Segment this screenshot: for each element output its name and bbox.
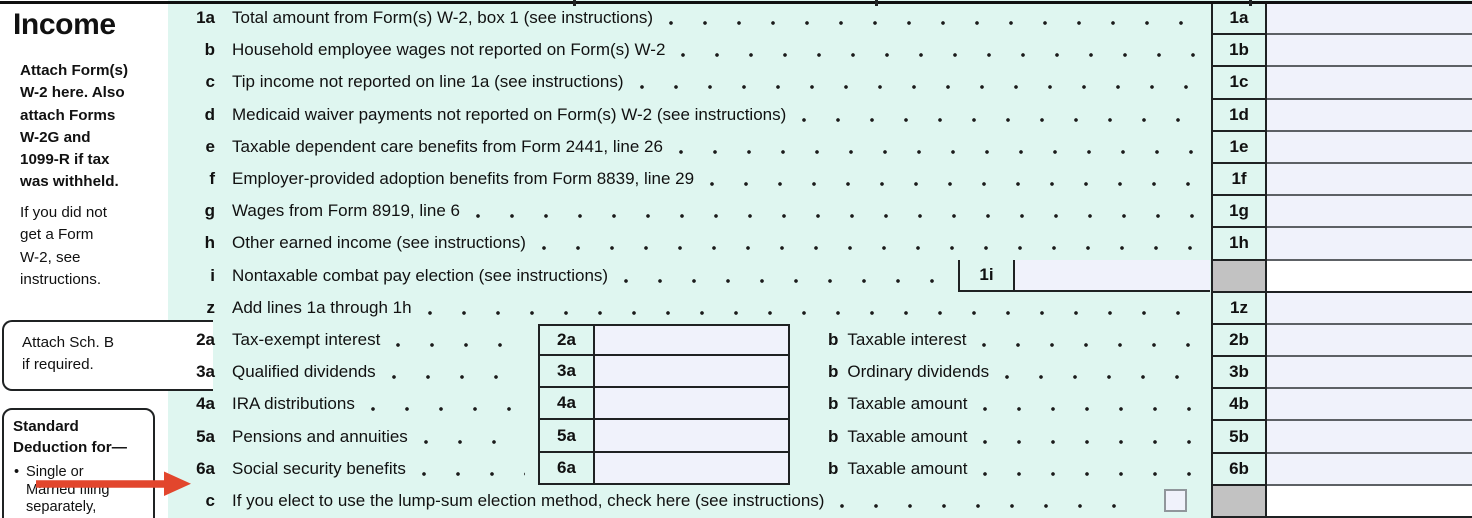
sub-line-letter: b: [828, 362, 839, 382]
line-ref-cell: 1z: [1213, 293, 1265, 325]
amount-box-1g[interactable]: [1267, 196, 1472, 228]
line-number: c: [205, 72, 215, 92]
dot-leader: [424, 440, 525, 444]
line-number: g: [204, 201, 215, 221]
sub-line-text: Taxable interest: [847, 329, 967, 349]
line-ref-cell: 1d: [1213, 100, 1265, 132]
entry-box-3a: [538, 356, 790, 388]
line-text: Employer-provided adoption benefits from Form 8839, line 29: [232, 169, 695, 189]
line-ref-cell: 6b: [1213, 454, 1265, 486]
line-ref-cell: 4b: [1213, 389, 1265, 421]
dot-leader: [371, 407, 525, 411]
bullet-line: Single or: [26, 464, 84, 480]
border-remnant-tick: [875, 0, 878, 6]
sub-line-text: Ordinary dividends: [847, 362, 990, 382]
dot-leader: [422, 472, 525, 476]
dot-leader: [624, 279, 945, 283]
line-number: 6a: [196, 458, 215, 478]
dot-leader: [983, 440, 1195, 444]
border-remnant-tick: [1249, 0, 1252, 6]
attach-w2-note: [20, 60, 170, 194]
line-ref-cell: 1a: [1213, 3, 1265, 35]
line-content: [215, 427, 538, 447]
entry-field-5a[interactable]: [595, 420, 788, 450]
section-title: Income: [13, 8, 116, 41]
line-ref-cell-disabled: [1213, 261, 1265, 293]
line-content-b: [790, 394, 1208, 414]
amount-box-6b[interactable]: [1267, 454, 1472, 486]
note-line: get a Form: [20, 226, 94, 244]
amount-column: [1267, 3, 1472, 518]
amount-box-3b[interactable]: [1267, 357, 1472, 389]
line-text: IRA distributions: [232, 394, 355, 414]
line-content: [215, 459, 538, 479]
red-pointer-arrow-icon: [30, 468, 195, 498]
line-ref-4a: 4a: [540, 388, 595, 418]
line-content-b: [790, 330, 1208, 350]
sub-line-letter: b: [828, 426, 839, 446]
standard-deduction-callout: [2, 408, 155, 518]
line-ref-cell: 3b: [1213, 357, 1265, 389]
entry-box-2a: [538, 324, 790, 356]
line-text: Wages from Form 8919, line 6: [232, 201, 461, 221]
note-line: If you did not: [20, 204, 107, 221]
callout-title-line: Standard: [13, 418, 79, 435]
line-content-b: [790, 362, 1208, 382]
sub-line-letter: b: [828, 329, 839, 349]
line-ref-cell: 5b: [1213, 421, 1265, 453]
line-content-b: [790, 427, 1208, 447]
line-number: 2a: [196, 329, 215, 349]
line-number: e: [205, 136, 215, 156]
dot-leader: [396, 343, 525, 347]
line-ref-cell: 1f: [1213, 164, 1265, 196]
amount-area-disabled: [1267, 261, 1472, 293]
line-content: [215, 266, 958, 286]
callout-title-line: Deduction for—: [13, 438, 127, 456]
entry-box-4a: [538, 388, 790, 420]
line-text: Social security benefits: [232, 458, 406, 478]
bullet-icon: •: [14, 464, 20, 480]
line-number: 1a: [196, 8, 215, 28]
line-text: Medicaid waiver payments not reported on Form(s) W-2 (see instructions): [232, 104, 787, 124]
line-text: Qualified dividends: [232, 362, 376, 382]
line-ref-cell-disabled: [1213, 486, 1265, 518]
line-ref-2a: 2a: [540, 326, 595, 354]
sub-line-text: Taxable amount: [847, 458, 968, 478]
amount-box-1h[interactable]: [1267, 228, 1472, 260]
entry-field-1i[interactable]: [1015, 260, 1210, 290]
line-number: f: [209, 169, 215, 189]
amount-box-1c[interactable]: [1267, 67, 1472, 99]
dot-leader: [640, 85, 1195, 89]
dot-leader: [476, 214, 1195, 218]
line-text: Add lines 1a through 1h: [232, 297, 412, 317]
line-text: If you elect to use the lump-sum election method, check here (see instructions): [232, 490, 825, 510]
line-ref-cell: 1h: [1213, 228, 1265, 260]
dot-leader: [802, 118, 1195, 122]
line-number: h: [204, 233, 215, 253]
dot-leader: [982, 343, 1195, 347]
dot-leader: [542, 246, 1195, 250]
callout-line: Attach Sch. B: [22, 334, 115, 351]
line-ref-3a: 3a: [540, 356, 595, 386]
amount-box-2b[interactable]: [1267, 325, 1472, 357]
line-number: z: [206, 297, 215, 317]
callout-line: if required.: [22, 356, 94, 374]
line-content: [215, 201, 1208, 221]
line-content: [215, 491, 1152, 511]
dot-leader: [1005, 375, 1195, 379]
line-text: Nontaxable combat pay election (see instructions): [232, 265, 609, 285]
amount-box-1f[interactable]: [1267, 164, 1472, 196]
line-text: Other earned income (see instructions): [232, 233, 526, 253]
line-reference-column: [1211, 3, 1267, 518]
line-content: [215, 8, 1208, 28]
line-content-b: [790, 459, 1208, 479]
dot-leader: [679, 150, 1195, 154]
note-line: 1099-R if tax: [20, 151, 110, 169]
line-number: i: [210, 265, 215, 285]
line-ref-5a: 5a: [540, 420, 595, 450]
dot-leader: [983, 472, 1195, 476]
note-line: attach Forms: [20, 106, 116, 124]
line-ref-cell: 2b: [1213, 325, 1265, 357]
line-number: b: [204, 40, 215, 60]
sub-line-text: Taxable amount: [847, 426, 968, 446]
entry-field-4a[interactable]: [595, 388, 788, 418]
note-line: was withheld.: [20, 173, 119, 191]
amount-box-5b[interactable]: [1267, 421, 1472, 453]
line-content: [215, 394, 538, 414]
bullet-line: separately,: [26, 499, 97, 515]
line-content: [215, 137, 1208, 157]
line-number: 3a: [196, 362, 215, 382]
amount-box-4b[interactable]: [1267, 389, 1472, 421]
no-w2-note: [20, 202, 170, 291]
line-ref-6a: 6a: [540, 453, 595, 483]
amount-area-disabled: [1267, 486, 1472, 518]
line-number: 4a: [196, 394, 215, 414]
line-ref-1i: 1i: [960, 260, 1015, 290]
note-line: W-2 here. Also: [20, 84, 125, 102]
line-content: [215, 105, 1208, 125]
amount-box-1e[interactable]: [1267, 132, 1472, 164]
line-text: Pensions and annuities: [232, 426, 408, 446]
line-content: [215, 298, 1208, 318]
line-ref-cell: 1b: [1213, 35, 1265, 67]
sub-line-letter: b: [828, 458, 839, 478]
entry-box-6a: [538, 453, 790, 485]
line-text: Taxable dependent care benefits from Form 2441, line 26: [232, 136, 663, 156]
line-ref-cell: 1c: [1213, 67, 1265, 99]
line-text: Household employee wages not reported on Form(s) W-2: [232, 40, 666, 60]
amount-box-1z[interactable]: [1267, 293, 1472, 325]
sub-line-text: Taxable amount: [847, 394, 968, 414]
line-number: d: [204, 104, 215, 124]
bullet-line: Married filing: [26, 481, 110, 498]
entry-field-6a[interactable]: [595, 453, 788, 483]
entry-field-2a[interactable]: [595, 326, 788, 354]
line-content: [215, 72, 1208, 92]
callout-title: [13, 417, 153, 458]
line-content: [215, 169, 1208, 189]
combat-pay-entry-box: [958, 260, 1210, 292]
dot-leader: [710, 182, 1195, 186]
amount-box-1b[interactable]: [1267, 35, 1472, 67]
note-line: Attach Form(s): [20, 62, 129, 79]
line-content: [215, 362, 538, 382]
line-content: [215, 233, 1208, 253]
line-text: Tax-exempt interest: [232, 329, 381, 349]
entry-box-5a: [538, 420, 790, 452]
dot-leader: [983, 407, 1195, 411]
dot-leader: [428, 311, 1195, 315]
line-content: [215, 40, 1208, 60]
line-number: 5a: [196, 426, 215, 446]
dot-leader: [669, 21, 1195, 25]
border-remnant-tick: [573, 0, 576, 6]
line-text: Tip income not reported on line 1a (see instructions): [232, 72, 624, 92]
line-ref-cell: 1e: [1213, 132, 1265, 164]
amount-box-1d[interactable]: [1267, 100, 1472, 132]
line-text: Total amount from Form(s) W-2, box 1 (see instructions): [232, 8, 654, 28]
dot-leader: [392, 375, 525, 379]
line-content: [215, 330, 538, 350]
sub-line-letter: b: [828, 394, 839, 414]
line-number: c: [205, 490, 215, 510]
note-line: instructions.: [20, 270, 102, 288]
line-ref-cell: 1g: [1213, 196, 1265, 228]
amount-box-1a[interactable]: [1267, 3, 1472, 35]
dot-leader: [840, 504, 1139, 508]
lump-sum-checkbox[interactable]: [1164, 489, 1187, 512]
note-line: W-2, see: [20, 248, 81, 266]
entry-field-3a[interactable]: [595, 356, 788, 386]
note-line: W-2G and: [20, 128, 91, 146]
dot-leader: [681, 53, 1195, 57]
